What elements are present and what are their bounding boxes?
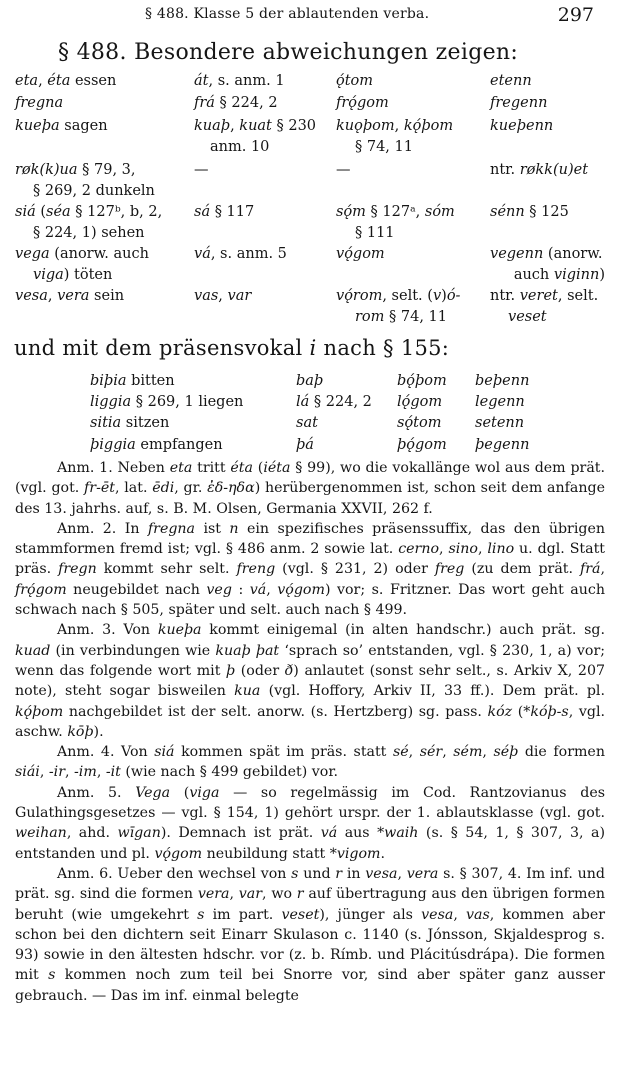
table1-row-1-infinitive: eta, éta essen	[15, 73, 117, 89]
table1-row-5-preterite-pl: sǫ́m § 127ᵃ, sóm	[336, 204, 455, 220]
table1-row-1-preterite-sg: át, s. anm. 1	[194, 73, 285, 89]
table1-row-2-infinitive: fregna	[15, 95, 64, 111]
note-1: Anm. 1. Neben eta tritt éta (iéta § 99), wo die vokallänge wol aus dem prät. (vgl. got. fr-ēt, lat. ēdi, gr. ἐδ-ηδα) herübergenommen ist, schon seit dem anfange des 13. jahrhs. auf, s. B. M. Olsen, Germania XXVII, 262 f.	[15, 460, 605, 517]
table1-row-5-infinitive: siá (séa § 127ᵇ, b, 2,	[15, 204, 163, 220]
table2-row-1-preterite-sg: baþ	[296, 373, 324, 389]
table1-row-7-preterite-sg: vas, var	[194, 288, 252, 304]
table1-row-4-preterite-sg: —	[194, 162, 209, 178]
table1-row-3-preterite-sg-cont: anm. 10	[210, 139, 270, 155]
note-4: Anm. 4. Von siá kommen spät im präs. statt sé, sér, sém, séþ die formen siái, -ir, -im, -it (wie nach § 499 gebildet) vor.	[15, 744, 605, 781]
table1-row-3-preterite-sg: kuaþ, kuat § 230	[194, 118, 317, 134]
section-heading: § 488. Besondere abweichungen zeigen:	[58, 40, 519, 65]
table2-row-4-infinitive: þiggia empfangen	[90, 437, 223, 453]
page-number: 297	[557, 4, 594, 26]
table1-row-1-participle: etenn	[490, 73, 532, 89]
running-head	[0, 4, 620, 28]
table2-row-4-preterite-pl: þǫ́gom	[397, 437, 447, 453]
table1-row-7-preterite-pl-cont: rom § 74, 11	[355, 309, 448, 325]
notes-section	[15, 458, 605, 1006]
subheading: und mit dem präsensvokal i nach § 155:	[14, 336, 450, 360]
table1-row-7-preterite-pl: vǫ́rom, selt. (v)ó-	[336, 288, 461, 304]
table1-row-4-infinitive: røk(k)ua § 79, 3,	[15, 162, 136, 178]
table2-row-3-infinitive: sitia sitzen	[90, 415, 170, 431]
table2-row-3-preterite-sg: sat	[296, 415, 318, 431]
table1-row-6-participle-cont: auch viginn)	[513, 267, 605, 283]
table1-row-6-preterite-pl: vǫ́gom	[336, 246, 385, 262]
table1-row-3-participle: kueþenn	[490, 118, 554, 134]
table1-row-3-infinitive: kueþa sagen	[15, 118, 108, 134]
table1-row-5-preterite-sg: sá § 117	[194, 204, 255, 220]
table2-row-4-preterite-sg: þá	[296, 437, 314, 453]
table2-row-2-participle: legenn	[475, 394, 525, 410]
table2-row-2-infinitive: liggia § 269, 1 liegen	[90, 394, 244, 410]
running-head-title: § 488. Klasse 5 der ablautenden verba.	[145, 6, 430, 22]
table2-row-1-preterite-pl: bǫ́þom	[397, 373, 447, 389]
table1-row-5-preterite-pl-cont: § 111	[355, 225, 395, 241]
table2-row-4-participle: þegenn	[475, 437, 530, 453]
table1-row-2-participle: fregenn	[490, 95, 548, 111]
table1-row-7-participle-cont: veset	[508, 309, 547, 325]
note-3: Anm. 3. Von kueþa kommt einigemal (in alten handschr.) auch prät. sg. kuad (in verbindungen wie kuaþ þat ‘sprach so’ entstanden, vgl. § 230, 1, a) vor; wenn das folgende wort mit þ (oder ð) anlautet (sonst sehr selt., s. Arkiv X, 207 note), steht sogar bisweilen kua (vgl. Hoffory, Arkiv II, 33 ff.). Dem prät. pl. kǫ́þom nachgebildet ist der selt. anorw. (s. Hertzberg) sg. pass. kóz (*kóþ-s, vgl. aschw. kōþ).	[15, 622, 606, 740]
table2-row-1-participle: beþenn	[475, 373, 530, 389]
table1-row-7-infinitive: vesa, vera sein	[15, 288, 125, 304]
note-6: Anm. 6. Ueber den wechsel von s und r in vesa, vera s. § 307, 4. Im inf. und prät. sg. sind die formen vera, var, wo r auf übertragung aus den übrigen formen beruht (wie umgekehrt s im part. veset), jünger als vesa, vas, kommen aber schon bei den dichtern seit Einarr Skulason c. 1140 (s. Jónsson, Skjaldesprog s. 93) sowie in den ältesten hdschr. vor (z. b. Rímb. und Plácitúsdrápa). Die formen mit s kommen noch zum teil bei Snorre vor, sind aber später ganz ausser gebrauch. — Das im inf. einmal belegte	[15, 865, 606, 1004]
table1-row-7-participle: ntr. veret, selt.	[490, 288, 599, 304]
table1-row-4-preterite-pl: —	[336, 162, 351, 178]
table1-row-6-infinitive-cont: viga) töten	[33, 267, 113, 283]
table1-row-1-preterite-pl: ǫ́tom	[336, 73, 374, 89]
table1-row-6-infinitive: vega (anorw. auch	[15, 246, 149, 262]
table1-row-3-preterite-pl-cont: § 74, 11	[355, 139, 413, 155]
table2-row-3-participle: setenn	[475, 415, 525, 431]
note-5: Anm. 5. Vega (viga — so regelmässig im Cod. Rantzovianus des Gulathingsgesetzes — vgl. § 154, 1) gehört urspr. der 1. ablautsklasse (vgl. got. weihan, ahd. wīgan). Demnach ist prät. vá aus *waih (s. § 54, 1, § 307, 3, a) entstanden und pl. vǫ́gom neubildung statt *vigom.	[15, 784, 606, 862]
note-2: Anm. 2. In fregna ist n ein spezifisches präsenssuffix, das den übrigen stammformen fremd ist; vgl. § 486 anm. 2 sowie lat. cerno, sino, lino u. dgl. Statt präs. fregn kommt sehr selt. freng (vgl. § 231, 2) oder freg (zu dem prät. frá, frǫ́gom neugebildet nach veg : vá, vǫ́gom) vor; s. Fritzner. Das wort geht auch schwach nach § 505, später und selt. auch nach § 499.	[15, 520, 605, 619]
table1-row-3-preterite-pl: kuǫþom, kǫ́þom	[336, 118, 454, 134]
table2-row-3-preterite-pl: sǫ́tom	[397, 415, 442, 431]
table1-row-2-preterite-pl: frǫ́gom	[336, 95, 389, 111]
table1-row-4-participle: ntr. røkk(u)et	[490, 162, 589, 178]
table1-row-2-preterite-sg: frá § 224, 2	[194, 95, 278, 111]
table1-row-4-infinitive-cont: § 269, 2 dunkeln	[33, 183, 155, 199]
table2-row-2-preterite-pl: lǫ́gom	[397, 394, 443, 410]
table2-row-1-infinitive: biþia bitten	[90, 373, 175, 389]
table1-row-5-participle: sénn § 125	[490, 204, 569, 220]
table2-row-2-preterite-sg: lá § 224, 2	[296, 394, 372, 410]
table1-row-5-infinitive-cont: § 224, 1) sehen	[33, 225, 145, 241]
table1-row-6-participle: vegenn (anorw.	[490, 246, 603, 262]
table1-row-6-preterite-sg: vá, s. anm. 5	[194, 246, 287, 262]
